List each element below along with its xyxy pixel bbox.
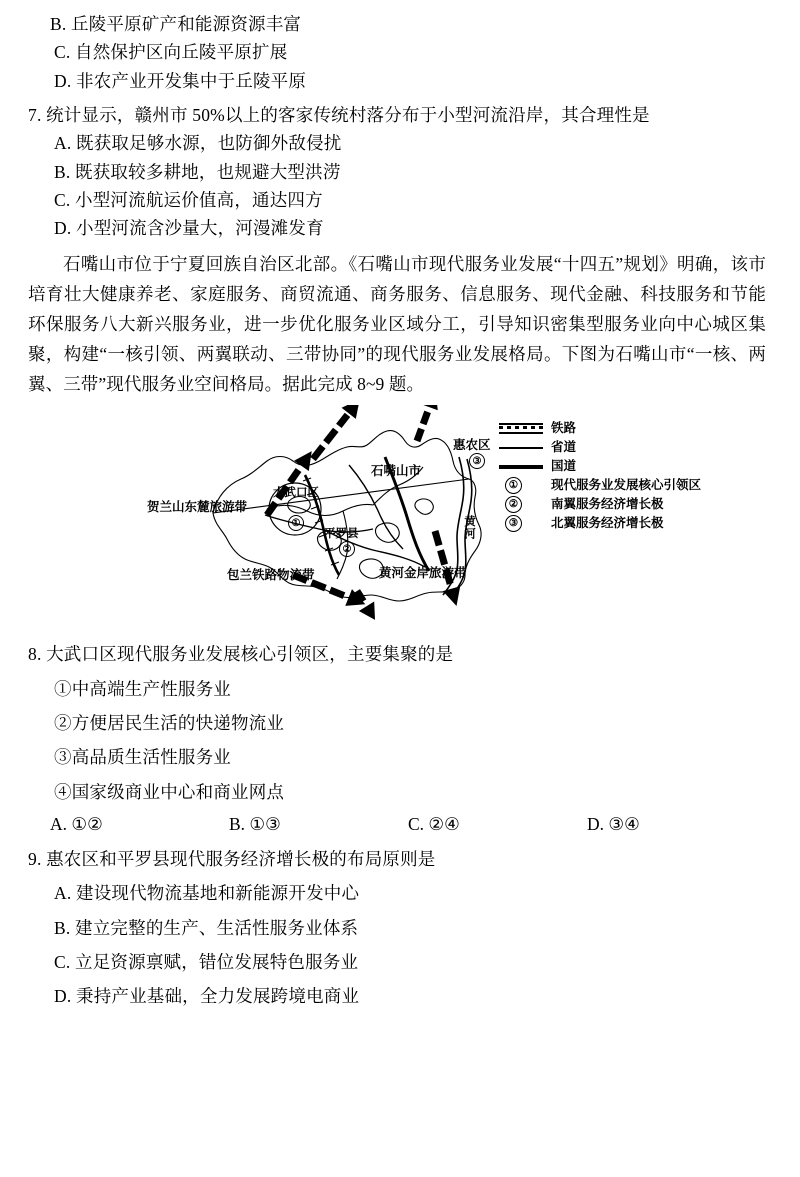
legend-item-core-zone: ① 现代服务业发展核心引领区 bbox=[499, 476, 701, 495]
map-label-pingluo-xian: 平罗县 bbox=[324, 528, 359, 541]
map-label-huinong-qu: 惠农区 bbox=[453, 438, 491, 453]
question-9-option-c: C. 立足资源禀赋，错位发展特色服务业 bbox=[54, 951, 359, 972]
question-7-stem: 7. 统计显示，赣州市 50%以上的客家传统村落分布于小型河流沿岸，其合理性是 bbox=[28, 105, 650, 126]
legend-item-national-road: 国道 bbox=[499, 457, 701, 476]
legend-item-north-wing: ③ 北翼服务经济增长极 bbox=[499, 514, 701, 533]
map-label-shizuishan-shi: 石嘴山市 bbox=[371, 464, 422, 479]
question-8-answer-b: B. ①③ bbox=[229, 813, 281, 834]
map-label-dawukou-number: ① bbox=[288, 515, 304, 531]
question-8-answer-c: C. ②④ bbox=[408, 813, 460, 834]
map-label-huanghe-river: 黄河 bbox=[463, 515, 475, 541]
circle-3-icon: ③ bbox=[499, 515, 551, 532]
map-label-huanghe-tourism-belt: 黄河金岸旅游带 bbox=[379, 566, 467, 581]
legend-item-south-wing: ② 南翼服务经济增长极 bbox=[499, 495, 701, 514]
option-b-prev: B. 丘陵平原矿产和能源资源丰富 bbox=[50, 14, 302, 34]
question-8-item-2: ②方便居民生活的快递物流业 bbox=[54, 712, 285, 733]
legend-item-railway: 铁路 bbox=[499, 419, 701, 438]
question-9-option-a: A. 建设现代物流基地和新能源开发中心 bbox=[54, 883, 360, 904]
question-8-item-4: ④国家级商业中心和商业网点 bbox=[54, 781, 285, 802]
passage-text: 石嘴山市位于宁夏回族自治区北部。《石嘴山市现代服务业发展“十四五”规划》明确，该市培育壮大健康养老、家庭服务、商贸流通、商务服务、信息服务、现代金融、科技服务和节能环保服务八大新兴服务业，进一步优化服务业区域分工，引导知识密集型服务业向中心城区集聚，构建“一核引领、两翼联动、三带协同”的现代服务业发展格局。下图为石嘴山市“一核、两翼、三带”现代服务业空间格局。据此完成 8~9 题。 bbox=[28, 253, 766, 395]
question-9-option-d: D. 秉持产业基础，全力发展跨境电商业 bbox=[54, 986, 360, 1007]
map-label-pingluo-number: ② bbox=[339, 541, 355, 557]
question-8-answer-d: D. ③④ bbox=[587, 813, 640, 834]
question-7-option-d: D. 小型河流含沙量大，河漫滩发育 bbox=[54, 218, 324, 239]
national-road-icon bbox=[499, 465, 551, 469]
question-8-item-1: ①中高端生产性服务业 bbox=[54, 678, 231, 699]
option-d-prev: D. 非农产业开发集中于丘陵平原 bbox=[54, 70, 307, 91]
question-8-stem: 8. 大武口区现代服务业发展核心引领区，主要集聚的是 bbox=[28, 644, 454, 665]
map-label-helanshan-belt: 贺兰山东麓旅游带 bbox=[147, 500, 248, 515]
question-8-answer-a: A. ①② bbox=[50, 813, 103, 834]
map-label-dawukou-qu: 大武口区 bbox=[273, 487, 319, 500]
railway-icon bbox=[499, 423, 551, 434]
question-8-answers bbox=[28, 814, 766, 835]
question-7-option-a: A. 既获取足够水源，也防御外敌侵扰 bbox=[54, 133, 342, 154]
circle-1-icon: ① bbox=[499, 477, 551, 494]
provincial-road-icon bbox=[499, 447, 551, 449]
question-9-option-b: B. 建立完整的生产、生活性服务业体系 bbox=[54, 917, 359, 938]
circle-2-icon: ② bbox=[499, 496, 551, 513]
legend-item-provincial-road: 省道 bbox=[499, 438, 701, 457]
map-label-baolan-logistics-belt: 包兰铁路物流带 bbox=[227, 568, 315, 583]
figure-shizuishan-service-layout bbox=[28, 405, 766, 630]
map-label-huinong-number: ③ bbox=[469, 453, 485, 469]
figure-legend bbox=[499, 419, 701, 533]
question-7-option-c: C. 小型河流航运价值高，通达四方 bbox=[54, 190, 323, 211]
question-7-option-b: B. 既获取较多耕地，也规避大型洪涝 bbox=[54, 161, 341, 182]
option-c-prev: C. 自然保护区向丘陵平原扩展 bbox=[54, 42, 288, 63]
question-8-item-3: ③高品质生活性服务业 bbox=[54, 747, 231, 768]
question-9-stem: 9. 惠农区和平罗县现代服务经济增长极的布局原则是 bbox=[28, 848, 436, 869]
